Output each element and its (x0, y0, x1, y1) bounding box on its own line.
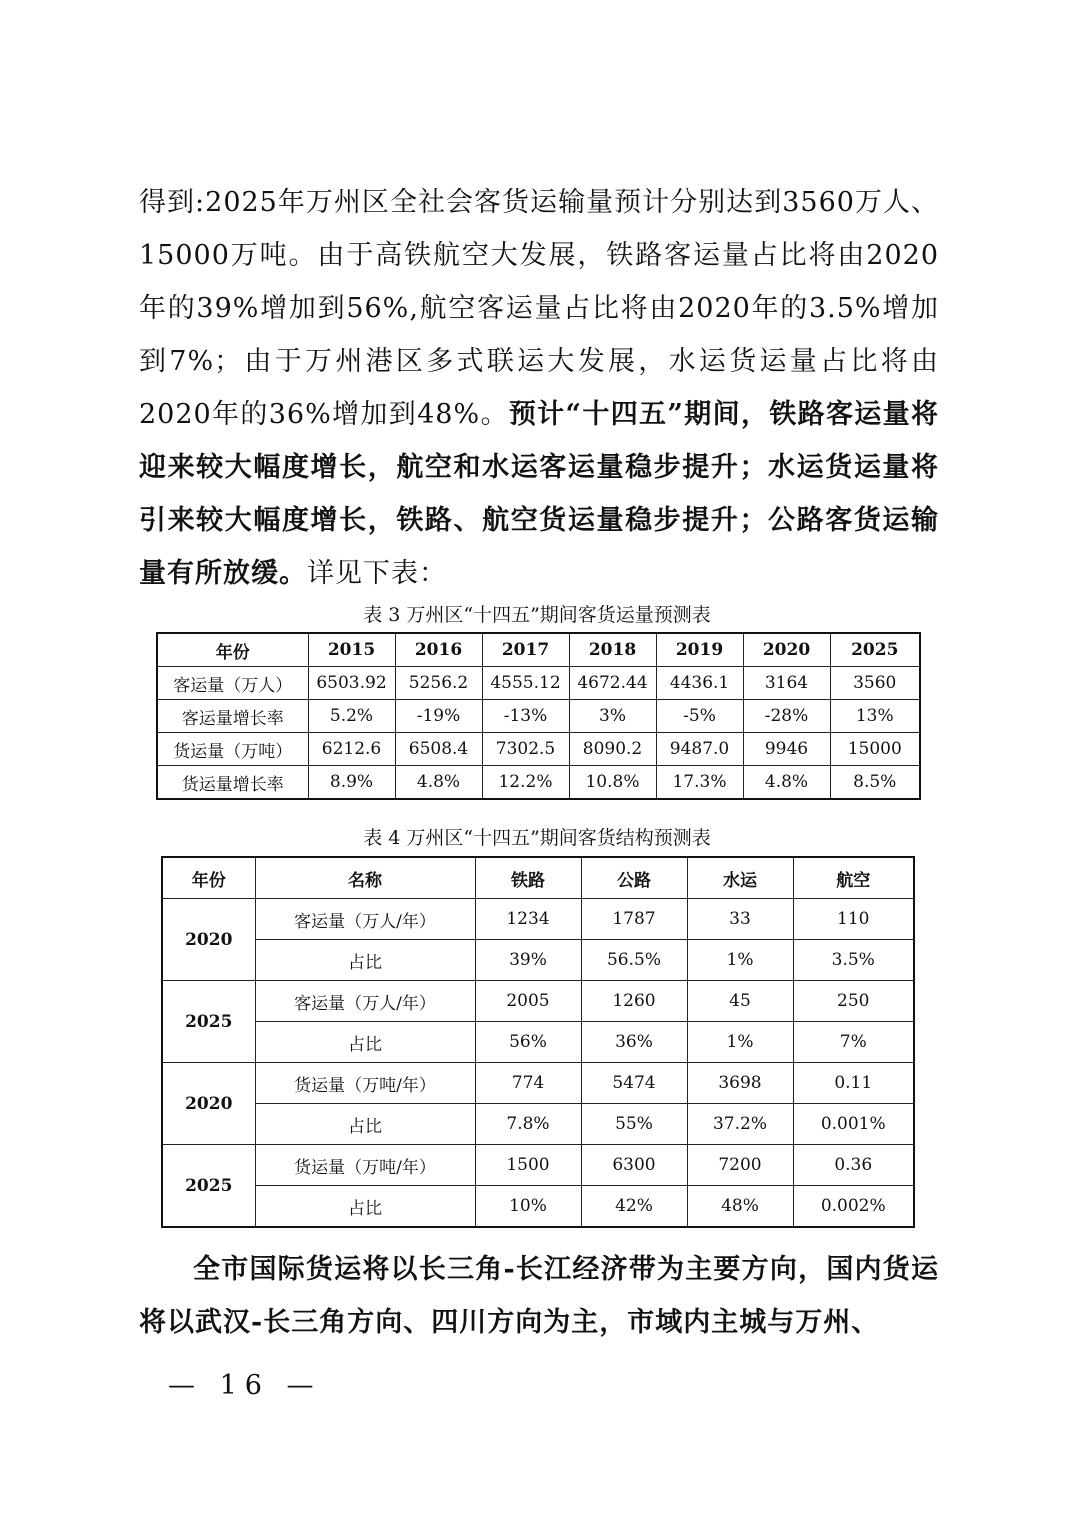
table-cell: 0.36 (793, 1145, 914, 1186)
header-cell: 水运 (687, 857, 793, 899)
table-cell: 1234 (475, 899, 581, 940)
table-cell: 10.8% (569, 766, 656, 800)
table-cell: 3.5% (793, 940, 914, 981)
table-cell: 15000 (830, 733, 920, 766)
table-cell: 55% (581, 1104, 687, 1145)
table-cell: 1500 (475, 1145, 581, 1186)
body-paragraph-1 (139, 176, 939, 600)
row-label: 客运量（万人） (157, 667, 308, 700)
table-cell: 1% (687, 1022, 793, 1063)
row-label: 客运量（万人/年） (255, 981, 475, 1022)
header-cell: 2025 (830, 633, 920, 667)
table-cell: 8090.2 (569, 733, 656, 766)
table-cell: 7% (793, 1022, 914, 1063)
paragraph-bold-text: 预计“十四五”期间，铁路客运量将迎来较大幅度增长，航空和水运客运量稳步提升；水运货运量将引来较大幅度增长，铁路、航空货运量稳步提升；公路客货运输量有所放缓。 (139, 399, 939, 589)
table-cell: 0.001% (793, 1104, 914, 1145)
table-cell: 7.8% (475, 1104, 581, 1145)
table-cell: 6508.4 (395, 733, 482, 766)
header-cell: 名称 (255, 857, 475, 899)
table-row (162, 981, 914, 1022)
table-cell: 8.5% (830, 766, 920, 800)
table-cell: 1260 (581, 981, 687, 1022)
header-cell: 铁路 (475, 857, 581, 899)
table-4-caption: 表 4 万州区“十四五”期间客货结构预测表 (363, 827, 711, 849)
row-label: 占比 (255, 1186, 475, 1228)
table-cell: 6503.92 (308, 667, 395, 700)
row-label: 货运量增长率 (157, 766, 308, 800)
header-cell: 2020 (743, 633, 830, 667)
table-row (162, 1104, 914, 1145)
table-cell: 5256.2 (395, 667, 482, 700)
table-row (157, 766, 920, 800)
table-cell: 6300 (581, 1145, 687, 1186)
table-cell: 5.2% (308, 700, 395, 733)
table-row (157, 733, 920, 766)
table-cell: 4555.12 (482, 667, 569, 700)
header-cell: 2018 (569, 633, 656, 667)
table-cell: 12.2% (482, 766, 569, 800)
table-cell: 4.8% (395, 766, 482, 800)
table-row (162, 1186, 914, 1228)
table-3-traffic-forecast (156, 632, 921, 800)
table-cell: -5% (656, 700, 743, 733)
table-row (162, 1022, 914, 1063)
table-cell: 56.5% (581, 940, 687, 981)
table-cell: 774 (475, 1063, 581, 1104)
table-cell: -13% (482, 700, 569, 733)
table-cell: 7200 (687, 1145, 793, 1186)
page-number: — 16 — (168, 1370, 322, 1401)
table-row (162, 899, 914, 940)
header-cell: 2015 (308, 633, 395, 667)
header-cell: 2016 (395, 633, 482, 667)
table-cell: 250 (793, 981, 914, 1022)
table-cell: 36% (581, 1022, 687, 1063)
table-row (162, 1063, 914, 1104)
table-header-row (157, 633, 920, 667)
table-4-structure-forecast (161, 856, 915, 1228)
table-cell: 10% (475, 1186, 581, 1228)
table-cell: -28% (743, 700, 830, 733)
table-cell: 4.8% (743, 766, 830, 800)
table-cell: 9946 (743, 733, 830, 766)
table-cell: 1787 (581, 899, 687, 940)
row-label: 货运量（万吨） (157, 733, 308, 766)
table-cell: 39% (475, 940, 581, 981)
table-row (157, 667, 920, 700)
table-cell: 3164 (743, 667, 830, 700)
year-cell: 2020 (162, 899, 255, 981)
table-cell: 6212.6 (308, 733, 395, 766)
table-cell: 8.9% (308, 766, 395, 800)
table-cell: 7302.5 (482, 733, 569, 766)
table-cell: 5474 (581, 1063, 687, 1104)
table-row (162, 940, 914, 981)
table-cell: 33 (687, 899, 793, 940)
header-cell: 2019 (656, 633, 743, 667)
table-cell: 37.2% (687, 1104, 793, 1145)
header-cell: 航空 (793, 857, 914, 899)
table-cell: 42% (581, 1186, 687, 1228)
table-cell: 17.3% (656, 766, 743, 800)
table-3-caption: 表 3 万州区“十四五”期间客货运量预测表 (363, 604, 711, 626)
row-label: 占比 (255, 1104, 475, 1145)
table-cell: 4672.44 (569, 667, 656, 700)
table-cell: 56% (475, 1022, 581, 1063)
year-cell: 2025 (162, 981, 255, 1063)
table-cell: 0.11 (793, 1063, 914, 1104)
table-cell: 110 (793, 899, 914, 940)
year-cell: 2025 (162, 1145, 255, 1228)
header-cell: 年份 (162, 857, 255, 899)
row-label: 客运量（万人/年） (255, 899, 475, 940)
table-cell: 3698 (687, 1063, 793, 1104)
paragraph-text-end: 详见下表： (307, 558, 447, 589)
table-cell: 4436.1 (656, 667, 743, 700)
body-paragraph-2: 全市国际货运将以长三角-长江经济带为主要方向，国内货运将以武汉-长三角方向、四川方向为主，市域内主城与万州、 (139, 1254, 939, 1338)
row-label: 货运量（万吨/年） (255, 1145, 475, 1186)
table-cell: 45 (687, 981, 793, 1022)
header-cell: 公路 (581, 857, 687, 899)
year-cell: 2020 (162, 1063, 255, 1145)
row-label: 占比 (255, 940, 475, 981)
table-row (162, 1145, 914, 1186)
table-cell: 1% (687, 940, 793, 981)
table-header-row (162, 857, 914, 899)
row-label: 货运量（万吨/年） (255, 1063, 475, 1104)
header-cell: 2017 (482, 633, 569, 667)
table-cell: 3% (569, 700, 656, 733)
table-cell: 3560 (830, 667, 920, 700)
header-cell: 年份 (157, 633, 308, 667)
table-cell: 48% (687, 1186, 793, 1228)
table-cell: -19% (395, 700, 482, 733)
paragraph-text: 得到:2025年万州区全社会客货运输量预计分别达到3560万人、15000万吨。由于高铁航空大发展，铁路客运量占比将由2020年的39%增加到56%,航空客运量占比将由2020年的3.5%增加到7%；由于万州港区多式联运大发展，水运货运量占比将由2020年的36%增加到48%。 (139, 187, 939, 430)
row-label: 占比 (255, 1022, 475, 1063)
table-cell: 0.002% (793, 1186, 914, 1228)
table-row (157, 700, 920, 733)
table-cell: 2005 (475, 981, 581, 1022)
table-cell: 9487.0 (656, 733, 743, 766)
row-label: 客运量增长率 (157, 700, 308, 733)
table-cell: 13% (830, 700, 920, 733)
